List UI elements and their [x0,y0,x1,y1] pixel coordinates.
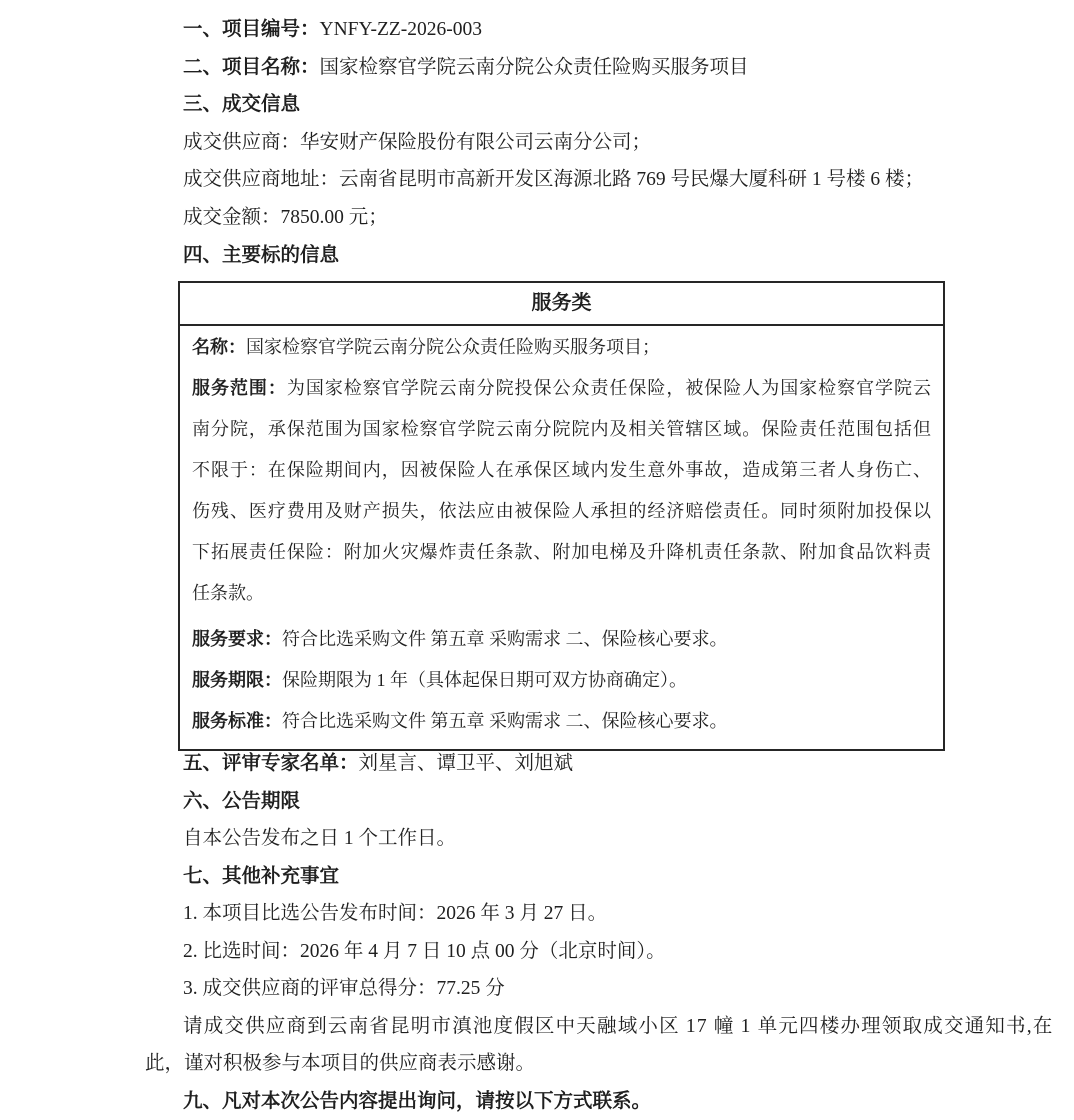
table-body-cell [180,326,943,749]
announcement-period-heading: 六、公告期限 [183,790,301,812]
supplier-value: 华安财产保险股份有限公司云南分公司； [300,131,652,153]
table-category-header: 服务类 [180,283,943,326]
table-name-row [192,327,931,368]
table-requirement-label: 服务要求： [192,629,282,650]
table-standard-row [192,701,931,742]
table-term-label: 服务期限： [192,670,282,691]
experts-value: 刘星言、谭卫平、刘旭斌 [358,753,574,775]
table-scope-line-1 [192,368,931,409]
table-scope-line-3: 不限于：在保险期间内，因被保险人在承保区域内发生意外事故，造成第三者人身伤亡、 [192,460,931,481]
table-standard-label: 服务标准： [192,711,282,732]
table-scope-line-4: 伤残、医疗费用及财产损失，依法应由被保险人承担的经济赔偿责任。同时须附加投保以 [192,501,931,522]
project-name-line [183,49,1074,87]
subject-info-table [178,281,945,751]
project-number-line [183,11,1074,49]
table-scope-line-2: 南分院，承保范围为国家检察官学院云南分院院内及相关管辖区域。保险责任范围包括但 [192,419,931,440]
award-amount-line [183,199,1074,237]
table-requirement-row [192,619,931,660]
subject-info-heading: 四、主要标的信息 [183,244,340,266]
table-name-label: 名称： [192,337,246,358]
table-name-value: 国家检察官学院云南分院公众责任险购买服务项目； [246,337,660,358]
supplier-label: 成交供应商： [183,131,301,153]
table-scope-label: 服务范围： [192,378,287,399]
award-info-heading: 三、成交信息 [183,94,301,116]
award-amount-value: 7850.00 元； [280,206,388,228]
contact-heading: 九、凡对本次公告内容提出询问，请按以下方式联系。 [183,1090,652,1112]
supplier-line [183,124,1074,162]
table-scope-paragraph [192,368,931,614]
table-scope-line-5: 下拓展责任保险：附加火灾爆炸责任条款、附加电梯及升降机责任条款、附加食品饮料责 [192,542,931,563]
project-name-value: 国家检察官学院云南分院公众责任险购买服务项目 [319,56,749,78]
supplement-item-2: 2. 比选时间：2026 年 4 月 7 日 10 点 00 分（北京时间）。 [183,940,666,962]
project-number-label: 一、项目编号： [183,19,320,40]
project-name-label: 二、项目名称： [183,56,320,78]
supplement-item-1: 1. 本项目比选公告发布时间：2026 年 3 月 27 日。 [183,903,608,925]
table-scope-line-6: 任条款。 [192,583,264,604]
table-term-value: 保险期限为 1 年（具体起保日期可双方协商确定）。 [282,670,687,691]
table-requirement-value: 符合比选采购文件 第五章 采购需求 二、保险核心要求。 [282,629,728,650]
table-standard-value: 符合比选采购文件 第五章 采购需求 二、保险核心要求。 [282,711,728,732]
supplement-heading: 七、其他补充事宜 [183,865,340,887]
supplement-item-3: 3. 成交供应商的评审总得分：77.25 分 [183,978,505,1000]
project-number-value: YNFY-ZZ-2026-003 [319,19,482,40]
experts-line [183,745,1074,783]
award-notice-line-1: 请成交供应商到云南省昆明市滇池度假区中天融域小区 17 幢 1 单元四楼办理领取成交通知书,在 [183,1015,1054,1037]
table-scope-text-1: 为国家检察官学院云南分院投保公众责任保险，被保险人为国家检察官学院云 [286,378,932,399]
supplier-address-label: 成交供应商地址： [183,169,340,191]
experts-label: 五、评审专家名单： [183,753,359,775]
table-term-row [192,660,931,701]
award-notice-line-2: 此，谨对积极参与本项目的供应商表示感谢。 [145,1053,536,1075]
post-table-sections [0,745,1074,1120]
announcement-period-body: 自本公告发布之日 1 个工作日。 [183,828,457,850]
supplier-address-value: 云南省昆明市高新开发区海源北路 769 号民爆大厦科研 1 号楼 6 楼； [339,169,925,191]
award-amount-label: 成交金额： [183,206,281,228]
supplier-address-line [183,161,1074,199]
